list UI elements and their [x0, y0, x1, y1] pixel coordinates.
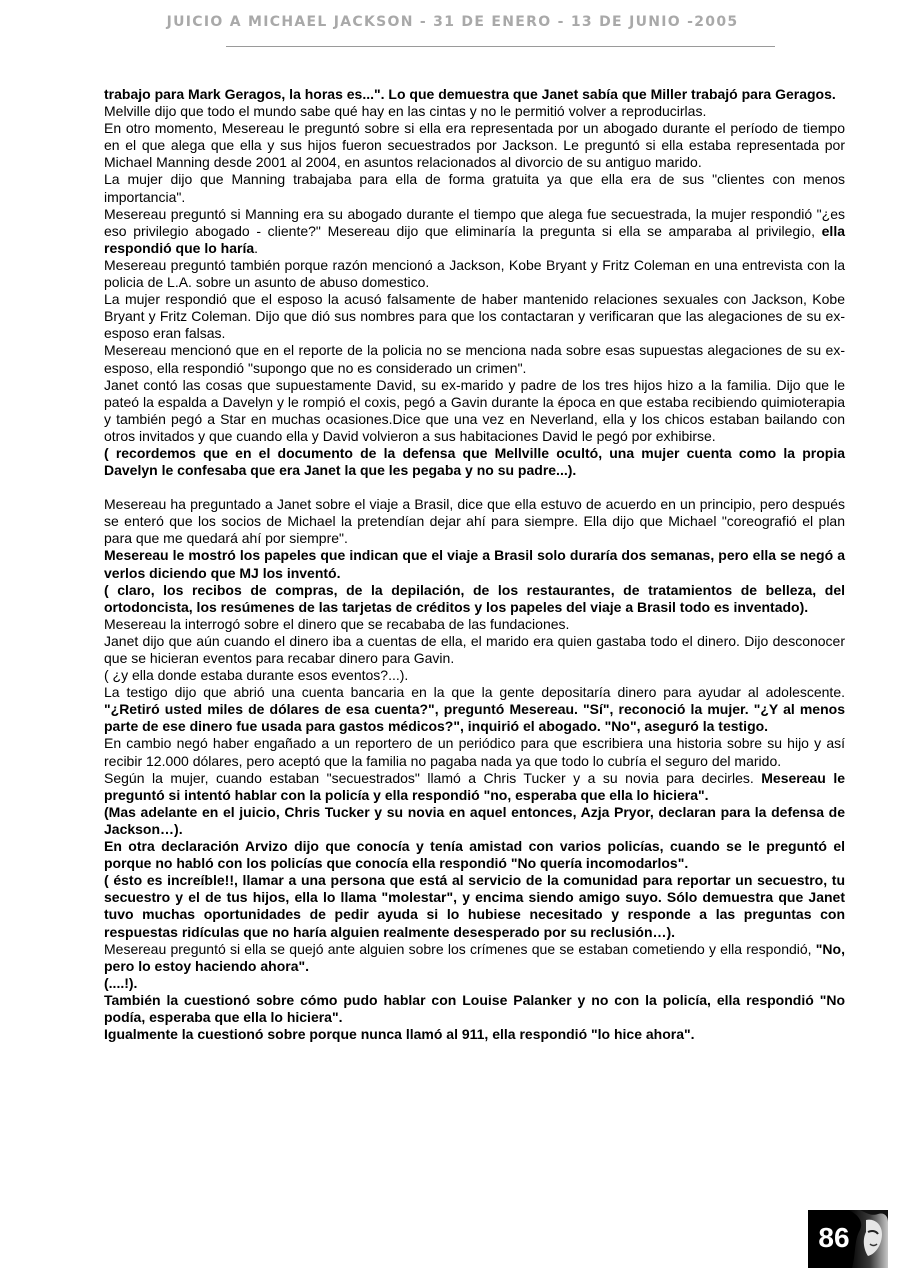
page-number: 86	[818, 1222, 850, 1253]
bold-text-run: Mesereau le preguntó si intentó hablar con la policía y ella respondió "no, esperaba que ella lo hiciera".	[104, 769, 845, 803]
paragraph	[104, 120, 845, 171]
article-body	[104, 86, 845, 1043]
text-run: Janet dijo que aún cuando el dinero iba a cuentas de ella, el marido era quien gastaba todo el dinero. Dijo desconocer que se hicieran eventos para recabar dinero para Gavin.	[104, 632, 845, 666]
paragraph	[104, 1026, 845, 1043]
bold-text-run: Mesereau le mostró los papeles que indican que el viaje a Brasil solo duraría dos semanas, pero ella se negó a verlos diciendo que MJ los inventó.	[104, 547, 845, 581]
text-run: En otro momento, Mesereau le preguntó sobre si ella era representada por un abogado durante el período de tiempo en el que alega que ella y sus hijos fueron secuestrados por Jackson. Le preguntó si ella estaba representada por Michael Manning desde 2001 al 2004, en asuntos relacionados al divorcio de su antiguo marido.	[104, 120, 845, 171]
paragraph	[104, 582, 845, 616]
text-run: Según la mujer, cuando estaban "secuestrados" llamó a Chris Tucker y a su novia para decirles.	[104, 769, 762, 786]
paragraph	[104, 684, 845, 735]
text-run: Mesereau preguntó también porque razón mencionó a Jackson, Kobe Bryant y Fritz Coleman en una entrevista con la policia de L.A. sobre un asunto de abuso domestico.	[104, 256, 845, 291]
bold-text-run: (Mas adelante en el juicio, Chris Tucker y su novia en aquel entonces, Azja Pryor, declaran para la defensa de Jackson…).	[104, 803, 845, 837]
text-run: Mesereau la interrogó sobre el dinero que se recababa de las fundaciones.	[104, 615, 570, 632]
page-number-badge	[808, 1210, 888, 1268]
bold-text-run: ella respondió que lo haría	[104, 222, 845, 256]
bold-text-run: "No, pero lo estoy haciendo ahora".	[104, 940, 845, 974]
paragraph	[104, 496, 845, 547]
text-run: .	[254, 239, 259, 256]
bold-text-run: ( recordemos que en el documento de la defensa que Mellville ocultó, una mujer cuenta como la propia Davelyn le confesaba que era Janet la que les pegaba y no su padre...).	[104, 444, 845, 479]
paragraph	[104, 445, 845, 479]
bold-text-run: ( ésto es increíble!!, llamar a una persona que está al servicio de la comunidad para reportar un secuestro, tu secuestro y el de tus hijos, ella lo llama "molestar", y encima siendo amigo suyo. Sólo demuestra que Janet tuvo muchas oportunidades de pedir ayuda si lo hubiese necesitado y responde a las preguntas con respuestas ridículas que no haría alguien realmente desesperado por su reclusión…).	[104, 872, 845, 940]
paragraph	[104, 291, 845, 342]
paragraph	[104, 941, 845, 975]
bold-text-run: trabajo para Mark Geragos, la horas es...". Lo que demuestra que Janet sabía que Miller trabajó para Geragos.	[104, 86, 836, 102]
text-run: La mujer respondió que el esposo la acusó falsamente de haber mantenido relaciones sexuales con Jackson, Kobe Bryant y Fritz Coleman. Dijo que dió sus nombres para que los contactaran y verificaran que las alegaciones de su ex-esposo eran falsas.	[104, 291, 845, 342]
text-run: Janet contó las cosas que supuestamente David, su ex-marido y padre de los tres hijos hizo a la familia. Dijo que le pateó la espalda a Davelyn y le rompió el coxis, pegó a Gavin durante la época en que estaba recibiendo quimioterapia y también pegó a Star en muchas ocasiones.Dice que una vez en Neverland, ella y los chicos estaban bailando con otros invitados y que cuando ella y David volvieron a sus habitaciones David le pegó por exhibirse.	[104, 376, 845, 444]
header-divider	[226, 46, 775, 47]
page-header-title: JUICIO A MICHAEL JACKSON - 31 DE ENERO - 13 DE JUNIO -2005	[166, 14, 739, 30]
paragraph	[104, 838, 845, 872]
paragraph	[104, 667, 845, 684]
paragraph	[104, 86, 845, 103]
bold-text-run: (....!).	[104, 974, 138, 991]
paragraph	[104, 770, 845, 804]
bold-text-run: En otra declaración Arvizo dijo que conocía y tenía amistad con varios policías, cuando se le preguntó el porque no habló con los policías que conocía ella respondió "No quería incomodarlos".	[104, 838, 845, 872]
bold-text-run: También la cuestionó sobre cómo pudo hablar con Louise Palanker y no con la policía, ella respondió "No podía, esperaba que ella lo hiciera".	[104, 991, 845, 1025]
paragraph	[104, 804, 845, 838]
text-run: Mesereau mencionó que en el reporte de la policia no se menciona nada sobre esas supuestas alegaciones de su ex-esposo, ella respondió "supongo que no es considerado un crimen".	[104, 342, 845, 376]
paragraph	[104, 633, 845, 667]
paragraph	[104, 342, 845, 376]
paragraph	[104, 206, 845, 257]
text-run: ( ¿y ella donde estaba durante esos eventos?...).	[104, 667, 409, 684]
paragraph	[104, 735, 845, 769]
text-run: Mesereau preguntó si ella se quejó ante alguien sobre los crímenes que se estaban cometiendo y ella respondió,	[104, 940, 816, 957]
bold-text-run: "¿Retiró usted miles de dólares de esa cuenta?", preguntó Mesereau. "Sí", reconoció la mujer. "¿Y al menos parte de ese dinero fue usada para gastos médicos?", inquirió el abogado. "No", aseguró la testigo.	[104, 701, 845, 735]
text-run: En cambio negó haber engañado a un reportero de un periódico para que escribiera una historia sobre su hijo y así recibir 12.000 dólares, pero aceptó que la familia no pagaba nada ya que todo lo cubría el seguro del marido.	[104, 735, 845, 769]
paragraph	[104, 257, 845, 291]
paragraph	[104, 975, 845, 992]
paragraph	[104, 377, 845, 445]
paragraph	[104, 872, 845, 940]
paragraph	[104, 616, 845, 633]
text-run: La mujer dijo que Manning trabajaba para ella de forma gratuita ya que ella era de sus "clientes con menos importancia".	[104, 171, 845, 205]
bold-text-run: Igualmente la cuestionó sobre porque nunca llamó al 911, ella respondió "lo hice ahora".	[104, 1026, 695, 1043]
paragraph	[104, 171, 845, 205]
paragraph	[104, 547, 845, 581]
text-run: Mesereau preguntó si Manning era su abogado durante el tiempo que alega fue secuestrada, la mujer respondió "¿es eso privilegio abogado - cliente?" Mesereau dijo que eliminaría la pregunta si ella se amparaba al privilegio,	[104, 205, 845, 239]
bold-text-run: ( claro, los recibos de compras, de la depilación, de los restaurantes, de tratamientos de belleza, del ortodoncista, los resúmenes de las tarjetas de créditos y los papeles del viaje a Brasil todo es inventado).	[104, 581, 845, 615]
text-run: Melville dijo que todo el mundo sabe qué hay en las cintas y no le permitió volver a reproducirlas.	[104, 103, 707, 120]
text-run: La testigo dijo que abrió una cuenta bancaria en la que la gente depositaría dinero para ayudar al adolescente.	[104, 684, 845, 701]
paragraph	[104, 103, 845, 120]
paragraph	[104, 992, 845, 1026]
text-run: Mesereau ha preguntado a Janet sobre el viaje a Brasil, dice que ella estuvo de acuerdo en un principio, pero después se enteró que los socios de Michael la pretendían dejar ahí para siempre. Ella dijo que Michael "coreografió el plan para que me quedará ahí por siempre".	[104, 496, 845, 547]
